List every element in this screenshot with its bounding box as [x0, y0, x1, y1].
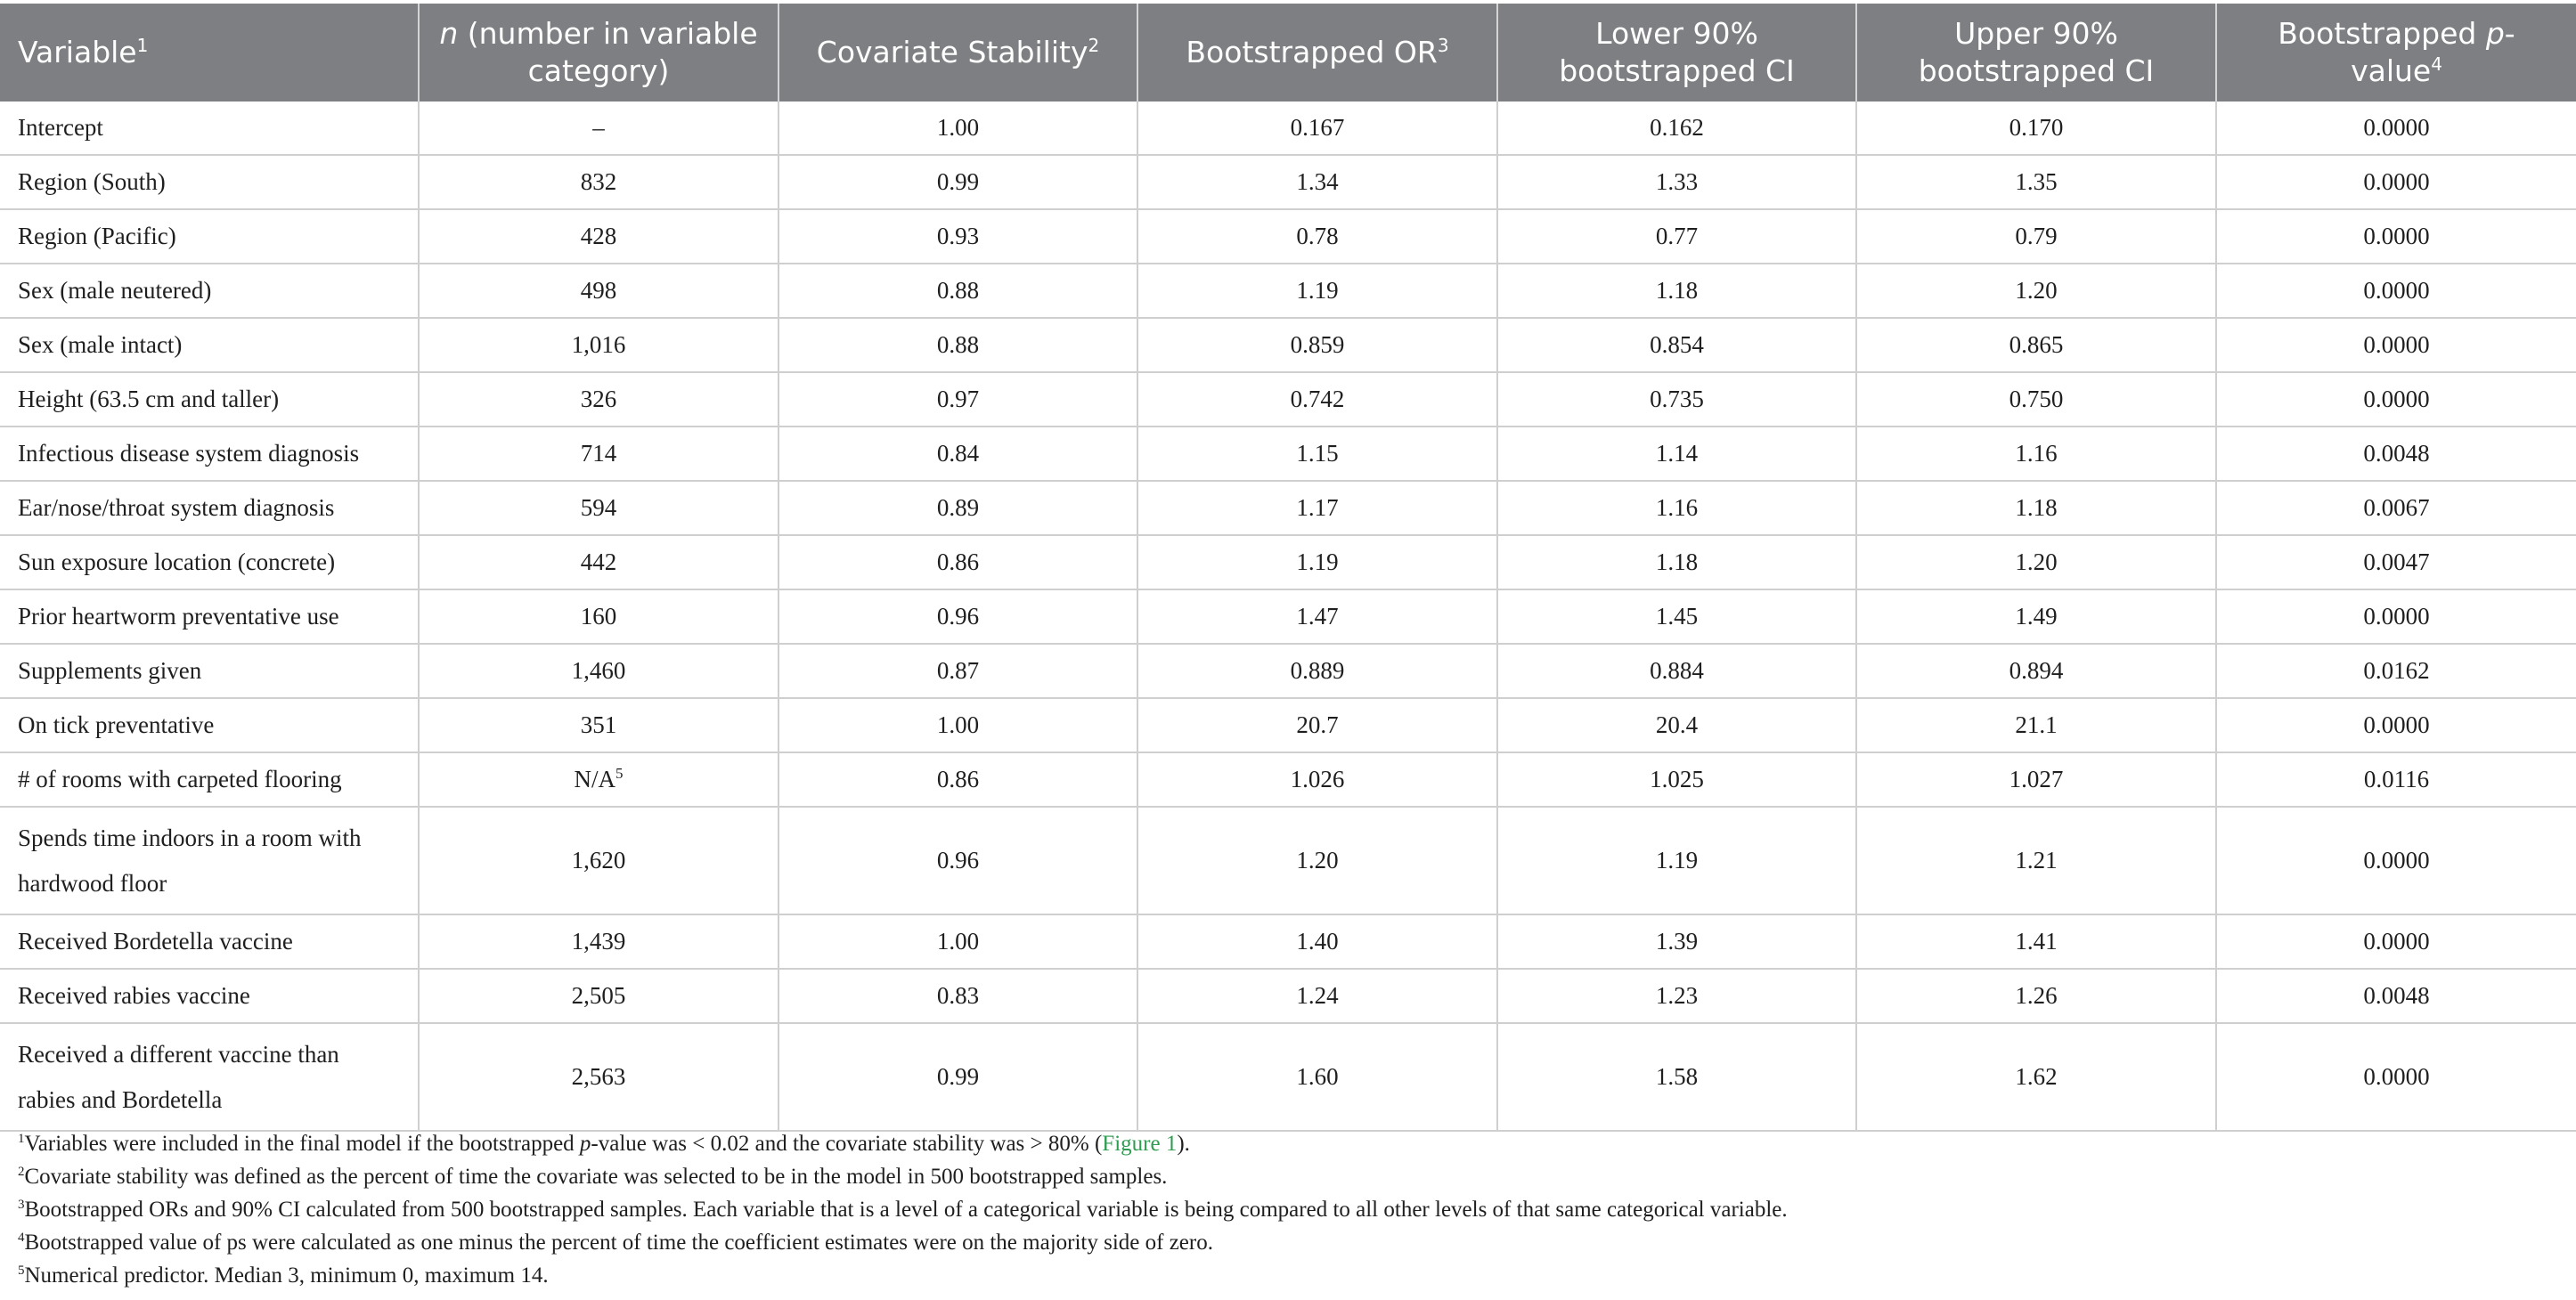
cell-pvalue-text: 0.0000	[2363, 114, 2430, 141]
cell-variable-text: Supplements given	[18, 657, 202, 684]
cell-upper-ci-text: 1.26	[2015, 982, 2058, 1009]
footnote-marker: 4	[18, 1231, 25, 1245]
cell-stability	[779, 969, 1137, 1023]
cell-variable-text: Prior heartworm preventative use	[18, 603, 339, 630]
cell-pvalue	[2216, 644, 2576, 698]
cell-stability-text: 0.86	[936, 548, 980, 575]
cell-lower-ci-text: 0.77	[1655, 223, 1699, 249]
cell-pvalue	[2216, 752, 2576, 807]
cell-variable-text: Received rabies vaccine	[18, 982, 250, 1009]
cell-or	[1137, 102, 1497, 155]
cell-upper-ci	[1856, 644, 2216, 698]
cell-stability	[779, 914, 1137, 969]
regression-results-table	[0, 4, 2576, 1132]
cell-n	[419, 102, 779, 155]
cell-pvalue-text: 0.0000	[2363, 1063, 2430, 1090]
cell-variable-text: Sex (male intact)	[18, 331, 183, 358]
p-symbol: p	[2485, 16, 2505, 51]
col-header-or-text: Bootstrapped OR	[1186, 35, 1438, 69]
cell-stability	[779, 644, 1137, 698]
cell-lower-ci-text: 0.884	[1650, 657, 1704, 684]
col-header-pvalue-pre: Bootstrapped	[2278, 16, 2486, 51]
cell-upper-ci	[1856, 914, 2216, 969]
cell-pvalue	[2216, 318, 2576, 372]
footnote-4-text: Bootstrapped value of ps were calculated as one minus the percent of time the coefficient estimates were on the majority side of zero.	[24, 1231, 1213, 1255]
table-row	[0, 372, 2576, 427]
footnote-5	[18, 1259, 1788, 1292]
cell-upper-ci-text: 0.865	[2009, 331, 2064, 358]
cell-lower-ci-text: 1.39	[1655, 928, 1699, 955]
cell-stability-text: 0.83	[936, 982, 980, 1009]
cell-stability-text: 0.99	[936, 168, 980, 195]
p-symbol: p	[579, 1132, 591, 1156]
cell-upper-ci	[1856, 427, 2216, 481]
cell-stability	[779, 698, 1137, 752]
cell-stability	[779, 372, 1137, 427]
cell-n-text: 594	[580, 494, 617, 521]
cell-stability	[779, 481, 1137, 535]
footnote-marker: 3	[18, 1198, 25, 1212]
col-header-pvalue-post: -value	[2351, 16, 2515, 88]
table-row	[0, 644, 2576, 698]
cell-lower-ci	[1497, 209, 1856, 264]
cell-n	[419, 698, 779, 752]
cell-lower-ci	[1497, 644, 1856, 698]
cell-n	[419, 589, 779, 644]
cell-n-text: 1,016	[571, 331, 626, 358]
cell-lower-ci	[1497, 752, 1856, 807]
cell-pvalue	[2216, 209, 2576, 264]
cell-upper-ci-text: 0.170	[2009, 114, 2064, 141]
table-row	[0, 1023, 2576, 1131]
cell-or-text: 0.167	[1290, 114, 1345, 141]
cell-n	[419, 807, 779, 914]
col-header-n	[419, 4, 779, 102]
cell-pvalue-text: 0.0000	[2363, 223, 2430, 249]
table-row	[0, 535, 2576, 589]
cell-variable	[0, 102, 419, 155]
cell-n-text: 351	[580, 711, 617, 738]
cell-n-text: 498	[580, 277, 617, 304]
cell-upper-ci	[1856, 807, 2216, 914]
cell-variable-text: Region (Pacific)	[18, 223, 176, 249]
cell-stability-text: 0.86	[936, 766, 980, 792]
n-symbol: n	[439, 16, 459, 51]
cell-pvalue	[2216, 914, 2576, 969]
col-header-variable-text: Variable	[18, 35, 137, 69]
cell-variable	[0, 535, 419, 589]
cell-lower-ci-text: 1.18	[1655, 277, 1699, 304]
cell-variable	[0, 589, 419, 644]
cell-variable	[0, 155, 419, 209]
cell-or-text: 0.859	[1290, 331, 1345, 358]
cell-pvalue-text: 0.0048	[2363, 440, 2430, 467]
cell-n	[419, 914, 779, 969]
cell-pvalue-text: 0.0162	[2363, 657, 2430, 684]
cell-variable	[0, 969, 419, 1023]
cell-n	[419, 318, 779, 372]
cell-variable	[0, 264, 419, 318]
cell-n-text: 160	[580, 603, 617, 630]
table-row	[0, 264, 2576, 318]
cell-stability-text: 1.00	[936, 114, 980, 141]
cell-variable-text: Intercept	[18, 114, 103, 141]
footnote-marker: 3	[1437, 35, 1449, 56]
footnote-marker: 2	[1088, 35, 1100, 56]
cell-pvalue	[2216, 807, 2576, 914]
table-row	[0, 752, 2576, 807]
cell-pvalue	[2216, 427, 2576, 481]
cell-upper-ci-text: 21.1	[2015, 711, 2058, 738]
cell-n-text: 428	[580, 223, 617, 249]
cell-pvalue-text: 0.0000	[2363, 331, 2430, 358]
cell-lower-ci	[1497, 427, 1856, 481]
table-row	[0, 969, 2576, 1023]
cell-lower-ci-text: 1.18	[1655, 548, 1699, 575]
cell-n	[419, 1023, 779, 1131]
cell-stability	[779, 807, 1137, 914]
col-header-pvalue	[2216, 4, 2576, 102]
cell-upper-ci-text: 1.35	[2015, 168, 2058, 195]
cell-n-text: 1,620	[571, 847, 626, 873]
cell-lower-ci	[1497, 1023, 1856, 1131]
cell-or-text: 1.20	[1296, 847, 1339, 873]
cell-or-text: 1.19	[1296, 548, 1339, 575]
cell-or	[1137, 698, 1497, 752]
cell-or	[1137, 427, 1497, 481]
table-row	[0, 914, 2576, 969]
cell-upper-ci-text: 0.894	[2009, 657, 2064, 684]
cell-upper-ci	[1856, 155, 2216, 209]
footnote-marker: 1	[136, 35, 149, 56]
cell-stability	[779, 427, 1137, 481]
footnote-5-text: Numerical predictor. Median 3, minimum 0, maximum 14.	[24, 1263, 549, 1288]
cell-pvalue-text: 0.0000	[2363, 603, 2430, 630]
cell-upper-ci-text: 1.49	[2015, 603, 2058, 630]
cell-n-text: 1,460	[571, 657, 626, 684]
cell-n	[419, 264, 779, 318]
cell-n-text: 2,563	[571, 1063, 626, 1090]
cell-lower-ci	[1497, 807, 1856, 914]
cell-upper-ci-text: 1.027	[2009, 766, 2064, 792]
table-row	[0, 427, 2576, 481]
cell-variable	[0, 807, 419, 914]
col-header-stability	[779, 4, 1137, 102]
cell-n-text: –	[592, 114, 605, 141]
cell-stability-text: 0.88	[936, 277, 980, 304]
table-row	[0, 102, 2576, 155]
footnote-1-text-a: Variables were included in the final model if the bootstrapped	[24, 1132, 580, 1156]
table-row	[0, 481, 2576, 535]
cell-stability	[779, 209, 1137, 264]
cell-variable-text: Infectious disease system diagnosis	[18, 440, 360, 467]
cell-or	[1137, 969, 1497, 1023]
cell-variable-text: Spends time indoors in a room with hardwood floor	[18, 824, 362, 897]
cell-or	[1137, 807, 1497, 914]
cell-n-text: 2,505	[571, 982, 626, 1009]
cell-lower-ci	[1497, 698, 1856, 752]
table-body	[0, 102, 2576, 1131]
cell-lower-ci	[1497, 372, 1856, 427]
col-header-upper-ci: Upper 90% bootstrapped CI	[1856, 4, 2216, 102]
cell-pvalue	[2216, 535, 2576, 589]
table-row	[0, 807, 2576, 914]
cell-n	[419, 155, 779, 209]
cell-lower-ci	[1497, 155, 1856, 209]
footnote-marker: 4	[2431, 53, 2442, 75]
cell-stability	[779, 264, 1137, 318]
cell-lower-ci-text: 1.23	[1655, 982, 1699, 1009]
cell-stability	[779, 752, 1137, 807]
table-row	[0, 698, 2576, 752]
cell-or	[1137, 155, 1497, 209]
table-row	[0, 209, 2576, 264]
cell-lower-ci-text: 1.16	[1655, 494, 1699, 521]
cell-n	[419, 372, 779, 427]
cell-pvalue	[2216, 969, 2576, 1023]
cell-lower-ci	[1497, 589, 1856, 644]
cell-stability	[779, 102, 1137, 155]
cell-upper-ci-text: 1.20	[2015, 277, 2058, 304]
cell-or-text: 1.60	[1296, 1063, 1339, 1090]
cell-upper-ci	[1856, 589, 2216, 644]
cell-stability-text: 1.00	[936, 711, 980, 738]
cell-variable	[0, 372, 419, 427]
cell-or	[1137, 318, 1497, 372]
cell-stability-text: 0.96	[936, 847, 980, 873]
cell-or-text: 1.026	[1290, 766, 1345, 792]
cell-or-text: 1.40	[1296, 928, 1339, 955]
cell-lower-ci	[1497, 102, 1856, 155]
cell-n	[419, 209, 779, 264]
cell-variable	[0, 209, 419, 264]
cell-lower-ci-text: 1.14	[1655, 440, 1699, 467]
cell-lower-ci	[1497, 969, 1856, 1023]
cell-upper-ci	[1856, 698, 2216, 752]
col-header-or	[1137, 4, 1497, 102]
cell-or-text: 0.889	[1290, 657, 1345, 684]
cell-variable-text: Sex (male neutered)	[18, 277, 212, 304]
cell-pvalue	[2216, 1023, 2576, 1131]
footnote-marker: 5	[615, 765, 624, 782]
footnote-1	[18, 1127, 1788, 1160]
cell-or-text: 0.78	[1296, 223, 1339, 249]
cell-pvalue	[2216, 264, 2576, 318]
cell-upper-ci	[1856, 969, 2216, 1023]
cell-or-text: 1.15	[1296, 440, 1339, 467]
cell-upper-ci	[1856, 481, 2216, 535]
footnote-marker: 1	[18, 1132, 25, 1146]
cell-pvalue-text: 0.0000	[2363, 168, 2430, 195]
cell-variable	[0, 644, 419, 698]
cell-upper-ci	[1856, 1023, 2216, 1131]
cell-n	[419, 481, 779, 535]
cell-or	[1137, 264, 1497, 318]
cell-lower-ci-text: 1.33	[1655, 168, 1699, 195]
cell-pvalue-text: 0.0048	[2363, 982, 2430, 1009]
col-header-lower-ci: Lower 90% bootstrapped CI	[1497, 4, 1856, 102]
cell-upper-ci	[1856, 264, 2216, 318]
cell-variable-text: On tick preventative	[18, 711, 215, 738]
cell-n	[419, 644, 779, 698]
table-row	[0, 589, 2576, 644]
cell-stability-text: 0.96	[936, 603, 980, 630]
cell-upper-ci-text: 1.18	[2015, 494, 2058, 521]
cell-variable	[0, 914, 419, 969]
cell-pvalue-text: 0.0000	[2363, 928, 2430, 955]
cell-variable-text: Height (63.5 cm and taller)	[18, 386, 280, 412]
table-row	[0, 318, 2576, 372]
cell-lower-ci-text: 1.45	[1655, 603, 1699, 630]
cell-pvalue	[2216, 589, 2576, 644]
cell-upper-ci-text: 0.79	[2015, 223, 2058, 249]
cell-upper-ci-text: 1.41	[2015, 928, 2058, 955]
cell-stability-text: 0.89	[936, 494, 980, 521]
cell-stability-text: 0.87	[936, 657, 980, 684]
cell-variable	[0, 698, 419, 752]
cell-or-text: 1.34	[1296, 168, 1339, 195]
cell-or	[1137, 535, 1497, 589]
cell-stability	[779, 1023, 1137, 1131]
cell-stability-text: 1.00	[936, 928, 980, 955]
cell-upper-ci	[1856, 318, 2216, 372]
cell-stability	[779, 535, 1137, 589]
col-header-n-text: (number in variable category)	[458, 16, 758, 88]
cell-upper-ci-text: 1.16	[2015, 440, 2058, 467]
cell-lower-ci-text: 0.854	[1650, 331, 1704, 358]
cell-variable	[0, 427, 419, 481]
footnote-marker: 2	[18, 1165, 25, 1179]
cell-n-text: 1,439	[571, 928, 626, 955]
cell-lower-ci-text: 1.58	[1655, 1063, 1699, 1090]
cell-pvalue	[2216, 481, 2576, 535]
cell-lower-ci-text: 20.4	[1655, 711, 1699, 738]
cell-variable-text: Region (South)	[18, 168, 166, 195]
cell-pvalue-text: 0.0067	[2363, 494, 2430, 521]
table-row	[0, 155, 2576, 209]
cell-or-text: 1.17	[1296, 494, 1339, 521]
cell-n-text: 832	[580, 168, 617, 195]
footnote-4	[18, 1226, 1788, 1259]
cell-n	[419, 427, 779, 481]
cell-pvalue-text: 0.0047	[2363, 548, 2430, 575]
cell-upper-ci	[1856, 209, 2216, 264]
cell-upper-ci	[1856, 535, 2216, 589]
cell-variable-text: Ear/nose/throat system diagnosis	[18, 494, 335, 521]
cell-or-text: 20.7	[1296, 711, 1339, 738]
cell-pvalue	[2216, 155, 2576, 209]
cell-variable-text: Received Bordetella vaccine	[18, 928, 293, 955]
cell-or	[1137, 644, 1497, 698]
table-header-row	[0, 4, 2576, 102]
cell-n-text: 326	[580, 386, 617, 412]
cell-pvalue-text: 0.0000	[2363, 847, 2430, 873]
cell-stability	[779, 318, 1137, 372]
cell-upper-ci	[1856, 102, 2216, 155]
cell-or	[1137, 209, 1497, 264]
cell-or	[1137, 372, 1497, 427]
cell-or	[1137, 589, 1497, 644]
cell-variable-text: # of rooms with carpeted flooring	[18, 766, 342, 792]
cell-n	[419, 535, 779, 589]
cell-n	[419, 969, 779, 1023]
cell-upper-ci-text: 1.62	[2015, 1063, 2058, 1090]
cell-n-text: 714	[580, 440, 617, 467]
footnote-marker: 5	[18, 1263, 25, 1278]
cell-upper-ci	[1856, 372, 2216, 427]
cell-variable	[0, 1023, 419, 1131]
cell-lower-ci	[1497, 481, 1856, 535]
footnote-3-text: Bootstrapped ORs and 90% CI calculated from 500 bootstrapped samples. Each variable that is a level of a categorical variable is being compared to all other levels of that same categorical variable.	[24, 1198, 1788, 1222]
cell-stability-text: 0.99	[936, 1063, 980, 1090]
cell-or	[1137, 1023, 1497, 1131]
cell-variable-text: Sun exposure location (concrete)	[18, 548, 336, 575]
col-header-stability-text: Covariate Stability	[816, 35, 1088, 69]
cell-or-text: 0.742	[1290, 386, 1345, 412]
cell-pvalue-text: 0.0000	[2363, 386, 2430, 412]
cell-lower-ci	[1497, 914, 1856, 969]
cell-pvalue-text: 0.0000	[2363, 277, 2430, 304]
cell-stability-text: 0.93	[936, 223, 980, 249]
cell-pvalue	[2216, 372, 2576, 427]
cell-or	[1137, 481, 1497, 535]
cell-variable-text: Received a different vaccine than rabies and Bordetella	[18, 1040, 339, 1113]
cell-lower-ci	[1497, 535, 1856, 589]
cell-stability	[779, 155, 1137, 209]
cell-variable	[0, 318, 419, 372]
footnote-1-text-c: ).	[1177, 1132, 1190, 1156]
footnote-2	[18, 1160, 1788, 1193]
cell-lower-ci-text: 0.162	[1650, 114, 1704, 141]
cell-or-text: 1.47	[1296, 603, 1339, 630]
cell-lower-ci-text: 1.025	[1650, 766, 1704, 792]
cell-upper-ci	[1856, 752, 2216, 807]
cell-stability-text: 0.97	[936, 386, 980, 412]
cell-or	[1137, 914, 1497, 969]
cell-pvalue-text: 0.0116	[2363, 766, 2430, 792]
cell-n-text: 442	[580, 548, 617, 575]
cell-stability-text: 0.84	[936, 440, 980, 467]
cell-lower-ci-text: 1.19	[1655, 847, 1699, 873]
cell-pvalue	[2216, 698, 2576, 752]
cell-upper-ci-text: 1.20	[2015, 548, 2058, 575]
table-footnotes	[18, 1127, 1788, 1292]
footnote-1-text-b: -value was < 0.02 and the covariate stability was > 80% (	[591, 1132, 1103, 1156]
col-header-variable	[0, 4, 419, 102]
cell-lower-ci-text: 0.735	[1650, 386, 1704, 412]
cell-pvalue-text: 0.0000	[2363, 711, 2430, 738]
figure-1-link[interactable]: Figure 1	[1102, 1132, 1178, 1156]
cell-or-text: 1.19	[1296, 277, 1339, 304]
cell-or-text: 1.24	[1296, 982, 1339, 1009]
cell-upper-ci-text: 1.21	[2015, 847, 2058, 873]
footnote-2-text: Covariate stability was defined as the percent of time the covariate was selected to be in the model in 500 bootstrapped samples.	[24, 1165, 1168, 1189]
cell-n	[419, 752, 779, 807]
cell-upper-ci-text: 0.750	[2009, 386, 2064, 412]
cell-lower-ci	[1497, 318, 1856, 372]
cell-variable	[0, 481, 419, 535]
footnote-3	[18, 1193, 1788, 1226]
cell-stability	[779, 589, 1137, 644]
cell-or	[1137, 752, 1497, 807]
cell-n-text: N/A	[574, 766, 615, 792]
cell-stability-text: 0.88	[936, 331, 980, 358]
cell-pvalue	[2216, 102, 2576, 155]
cell-variable	[0, 752, 419, 807]
cell-lower-ci	[1497, 264, 1856, 318]
